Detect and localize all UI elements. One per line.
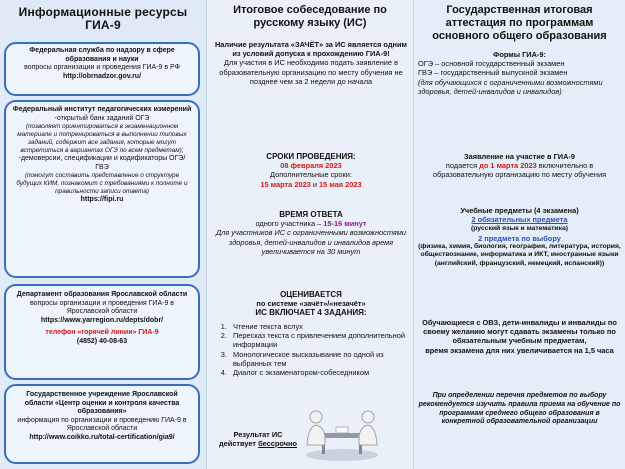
org-link[interactable]: http://www.coikko.ru/total-certification/gia9/ <box>29 433 175 441</box>
oge-definition: ОГЭ – основной государственный экзамен <box>418 59 565 69</box>
org-desc: вопросы организации и проведения ГИА-9 в РФ <box>24 64 180 72</box>
org-link[interactable]: https://www.yarregion.ru/depts/dobr/ <box>40 316 164 324</box>
department-box <box>4 284 200 380</box>
gve-note: (для обучающихся с ограниченными возможностями здоровья, детей-инвалидов и инвалидов) <box>418 77 603 96</box>
application-text <box>418 161 621 179</box>
time-prefix: одного участника – <box>255 219 324 229</box>
obrnadzor-box <box>4 42 200 96</box>
task-item: 2. Пересказ текста с привлечением дополнительной информации <box>229 331 409 349</box>
graded-heading: ОЦЕНИВАЕТСЯ <box>280 290 342 299</box>
graded-text: по системе «зачёт»/«незачёт» <box>256 299 366 309</box>
task-item: 3. Монологическое высказывание по одной из выбранных тем <box>229 350 409 368</box>
advice-text: При определении перечня предметов по выбору рекомендуется изучить правила приема на обучение по программам среднего общего образования в конкретной образовательной организации <box>418 392 621 426</box>
application-heading: Заявление на участие в ГИА-9 <box>464 152 575 161</box>
forms-heading: Формы ГИА-9: <box>493 50 546 59</box>
ovz-time: время экзамена для них увеличивается на 1,5 часа <box>425 345 614 355</box>
time-note: Для участников ИС с ограниченными возможностями здоровья, детей-инвалидов и инвалидов время увеличивается на 30 минут <box>215 228 407 256</box>
gia-column <box>414 0 625 469</box>
time-heading: ВРЕМЯ ОТВЕТА <box>279 210 343 219</box>
extra-dates-label: Дополнительные сроки: <box>270 170 352 180</box>
org-name: Федеральный институт педагогических измерений <box>12 106 192 113</box>
graded-section <box>213 290 409 318</box>
application-section <box>418 152 621 180</box>
org-desc: вопросы организации и проведения ГИА-9 в Ярославской области <box>30 299 174 316</box>
dates-heading: СРОКИ ПРОВЕДЕНИЯ: <box>266 152 356 161</box>
gve-definition: ГВЭ – государственный выпускной экзамен <box>418 68 568 78</box>
extra-dates <box>213 180 409 189</box>
resource-item: -открытый банк заданий ОГЭ <box>54 114 150 122</box>
info-resources-column <box>0 0 206 469</box>
org-name: Департамент образования Ярославской области <box>16 291 188 298</box>
interview-intro <box>213 40 409 86</box>
extra-date-1: 15 марта 2023 <box>260 179 311 189</box>
intro-text: Для участия в ИС необходимо подать заявление в образовательную организацию по месту обучения не позднее чем за 2 недели до начала <box>219 58 403 86</box>
extra-and: и <box>310 179 320 189</box>
ovz-note: Обучающиеся с ОВЗ, дети-инвалиды и инвалиды по своему желанию могут сдавать экзамены только по обязательным учебным предметам, <box>422 318 617 346</box>
tasks-section <box>213 322 409 377</box>
resource-note: (позволяет ориентироваться в экзаменационном материале и потренироваться в выполнении типовых заданий, содержит все задания, которые могут встретиться в вариантах ОГЭ по всем предметам); <box>17 123 187 155</box>
task-item: 1. Чтение текста вслух <box>229 322 409 331</box>
hotline-phone: (4852) 40-08-63 <box>76 337 128 345</box>
application-prefix: подается <box>445 161 480 171</box>
task-item: 4. Диалог с экзаменатором-собеседником <box>229 368 409 377</box>
main-date: 08 февраля 2023 <box>280 161 342 171</box>
validity-note <box>217 430 299 448</box>
forms-section <box>418 50 621 96</box>
org-link[interactable]: http://obrnadzor.gov.ru/ <box>62 72 142 80</box>
elective-note: (физика, химия, биология, география, литература, история, обществознание, информатика и ИКТ, иностранные языки (английский, французский, немецкий, испанский)) <box>418 242 621 267</box>
mandatory-subjects: 2 обязательных предмета <box>471 215 568 225</box>
extra-date-2: 15 мая 2023 <box>319 179 362 189</box>
column-title: Информационные ресурсы ГИА-9 <box>18 5 188 32</box>
interview-column <box>206 0 414 469</box>
org-name: Федеральная служба по надзору в сфере образования и науки <box>29 47 175 63</box>
time-line <box>213 219 409 228</box>
column-title: Государственная итоговая аттестация по программам основного общего образования <box>432 4 607 42</box>
tasks-heading: ИС ВКЛЮЧАЕТ 4 ЗАДАНИЯ: <box>255 308 367 318</box>
time-value: 15-16 минут <box>323 219 367 229</box>
application-suffix: включительно в образовательную организацию по месту обучения <box>432 161 607 180</box>
validity-prefix: Результат ИС действует <box>218 430 283 448</box>
subjects-heading: Учебные предметы (4 экзамена) <box>460 206 579 215</box>
resource-note: (помогут составить представление о структуре будущих КИМ, познакомит с требованиями к полноте и правильности записи ответа) <box>16 172 188 196</box>
intro-bold: Наличие результата «ЗАЧЁТ» за ИС является одним из условий допуска к прохождению ГИА-9! <box>214 40 408 59</box>
elective-subjects: 2 предмета по выбору <box>478 233 561 243</box>
dates-section <box>213 152 409 189</box>
time-section <box>213 210 409 256</box>
ovz-section <box>418 318 621 355</box>
tasks-list <box>213 322 409 377</box>
fipi-box <box>4 100 200 278</box>
mandatory-note: (русский язык и математика) <box>470 225 569 233</box>
hotline-label: телефон «горячей линии» ГИА-9 <box>45 329 159 337</box>
org-link[interactable]: https://fipi.ru <box>80 196 124 204</box>
application-date: до 1 марта 2023 <box>479 161 537 171</box>
subjects-section <box>418 206 621 269</box>
org-desc: информация по организации и проведению ГИА-9 в Ярославской области <box>17 416 187 433</box>
validity-underlined: бессрочно <box>258 439 298 448</box>
column-title: Итоговое собеседование по русскому языку (ИС) <box>233 4 387 29</box>
resource-item: -демоверсии, спецификации и кодификаторы ОГЭ/ГВЭ <box>18 155 186 171</box>
org-name: Государственное учреждение Ярославской области «Центр оценки и контроля качества образования» <box>24 391 180 416</box>
advice-section <box>418 392 621 427</box>
meeting-illustration <box>302 405 382 463</box>
coikko-box <box>4 384 200 464</box>
